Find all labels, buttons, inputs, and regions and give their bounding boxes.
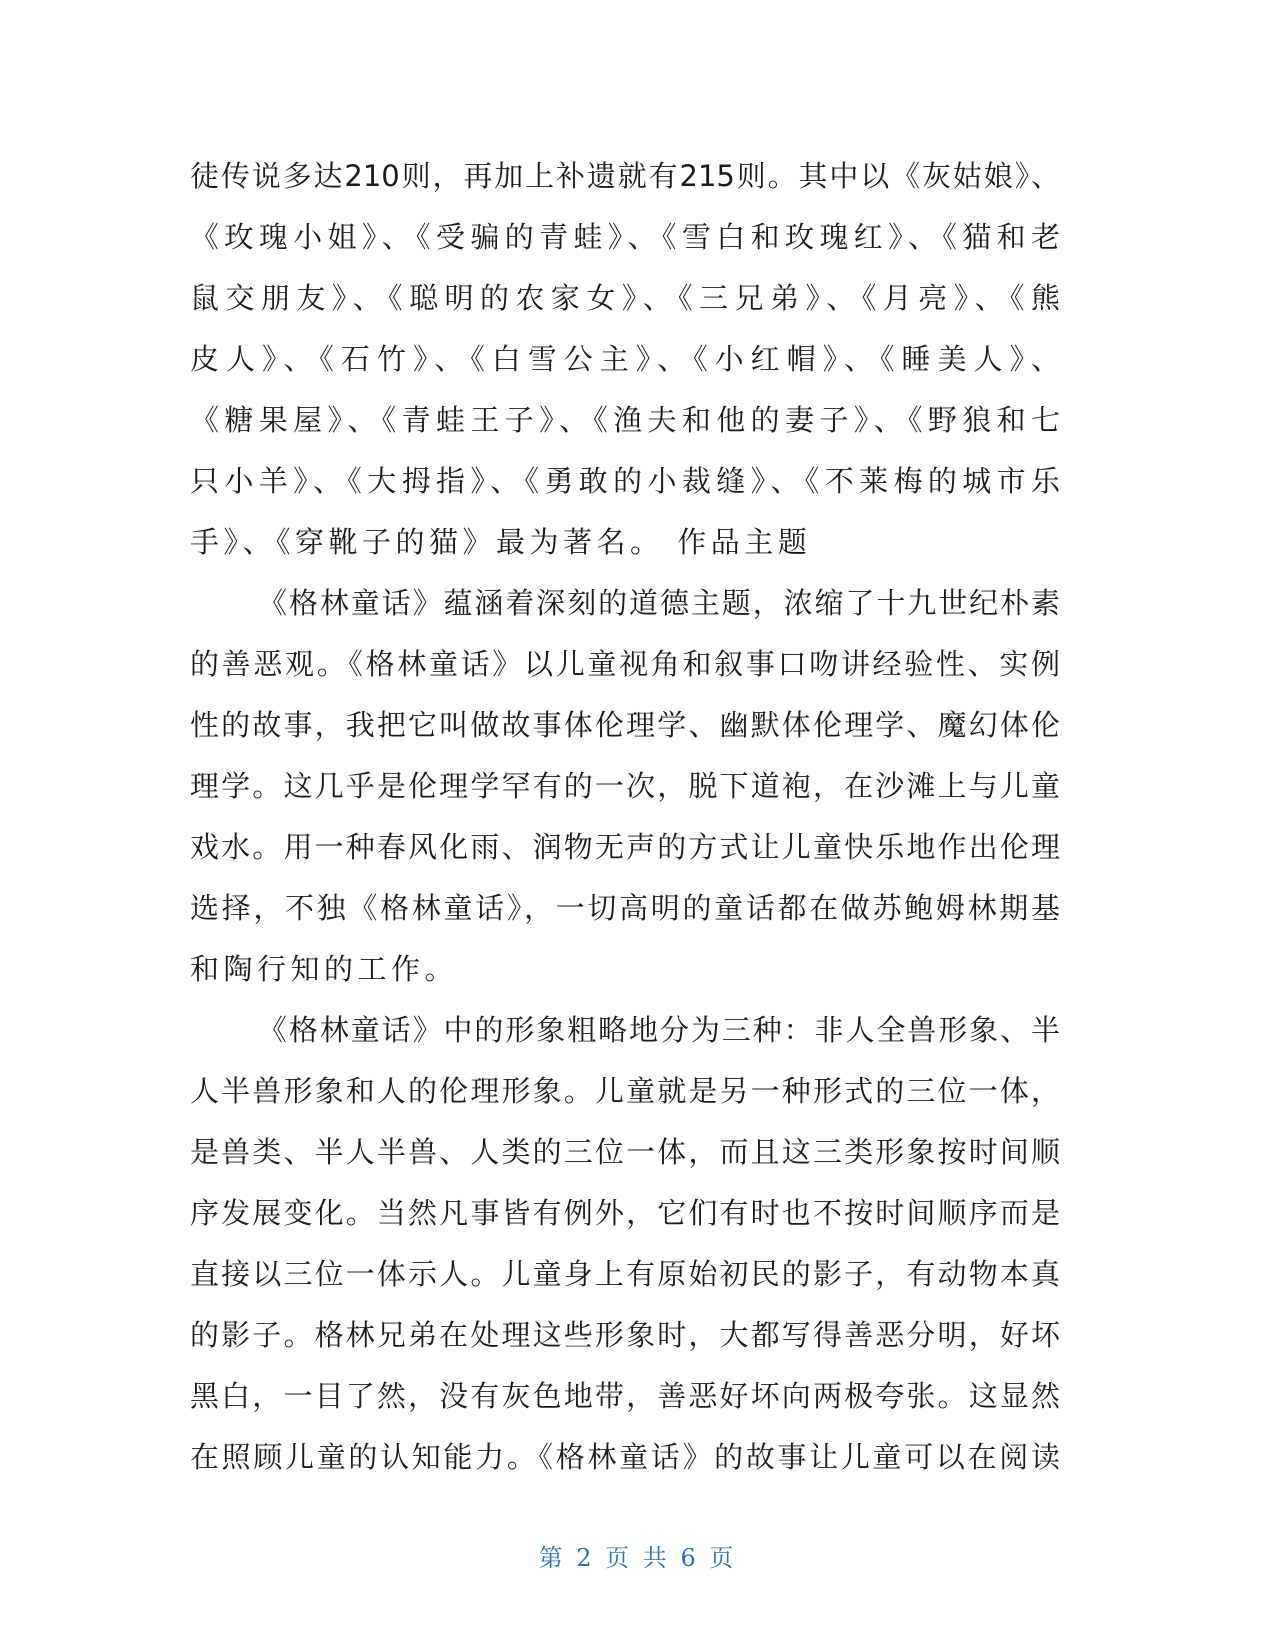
text-line: 序发展变化。当然凡事皆有例外，它们有时也不按时间顺序而是 [190, 1196, 1060, 1230]
text-line: 直接以三位一体示人。儿童身上有原始初民的影子，有动物本真 [190, 1257, 1060, 1291]
text-line: 的善恶观。《格林童话》以儿童视角和叙事口吻讲经验性、实例 [190, 647, 1060, 681]
text-line: 的影子。格林兄弟在处理这些形象时，大都写得善恶分明，好坏 [190, 1318, 1060, 1352]
document-body [190, 146, 1060, 1488]
text-line: 《糖果屋》、《青蛙王子》、《渔夫和他的妻子》、《野狼和七 [190, 403, 1060, 437]
text-line: 手》、《穿靴子的猫》最为著名。 作品主题 [190, 525, 812, 559]
paragraph-first-line: 《格林童话》蕴涵着深刻的道德主题，浓缩了十九世纪朴素 [258, 586, 1060, 620]
text-line: 理学。这几乎是伦理学罕有的一次，脱下道袍，在沙滩上与儿童 [190, 769, 1060, 803]
page-number-footer: 第 2 页 共 6 页 [538, 1544, 737, 1572]
text-line: 人半兽形象和人的伦理形象。儿童就是另一种形式的三位一体， [190, 1074, 1060, 1108]
text-line: 黑白，一目了然，没有灰色地带，善恶好坏向两极夸张。这显然 [190, 1379, 1060, 1413]
text-line: 选择，不独《格林童话》，一切高明的童话都在做苏鲍姆林期基 [190, 891, 1060, 925]
paragraph-first-line: 《格林童话》中的形象粗略地分为三种：非人全兽形象、半 [258, 1013, 1060, 1047]
text-line: 只小羊》、《大拇指》、《勇敢的小裁缝》、《不莱梅的城市乐 [190, 464, 1060, 498]
text-line: 在照顾儿童的认知能力。《格林童话》的故事让儿童可以在阅读 [190, 1440, 1060, 1474]
text-line: 徒传说多达210则，再加上补遗就有215则。其中以《灰姑娘》、 [190, 159, 1060, 193]
text-line: 戏水。用一种春风化雨、润物无声的方式让儿童快乐地作出伦理 [190, 830, 1060, 864]
text-line: 和陶行知的工作。 [190, 952, 459, 986]
text-line: 性的故事，我把它叫做故事体伦理学、幽默体伦理学、魔幻体伦 [190, 708, 1060, 742]
text-line: 《玫瑰小姐》、《受骗的青蛙》、《雪白和玫瑰红》、《猫和老 [190, 220, 1060, 254]
text-line: 皮人》、《石竹》、《白雪公主》、《小红帽》、《睡美人》、 [190, 342, 1060, 376]
text-line: 鼠交朋友》、《聪明的农家女》、《三兄弟》、《月亮》、《熊 [190, 281, 1060, 315]
text-line: 是兽类、半人半兽、人类的三位一体，而且这三类形象按时间顺 [190, 1135, 1060, 1169]
